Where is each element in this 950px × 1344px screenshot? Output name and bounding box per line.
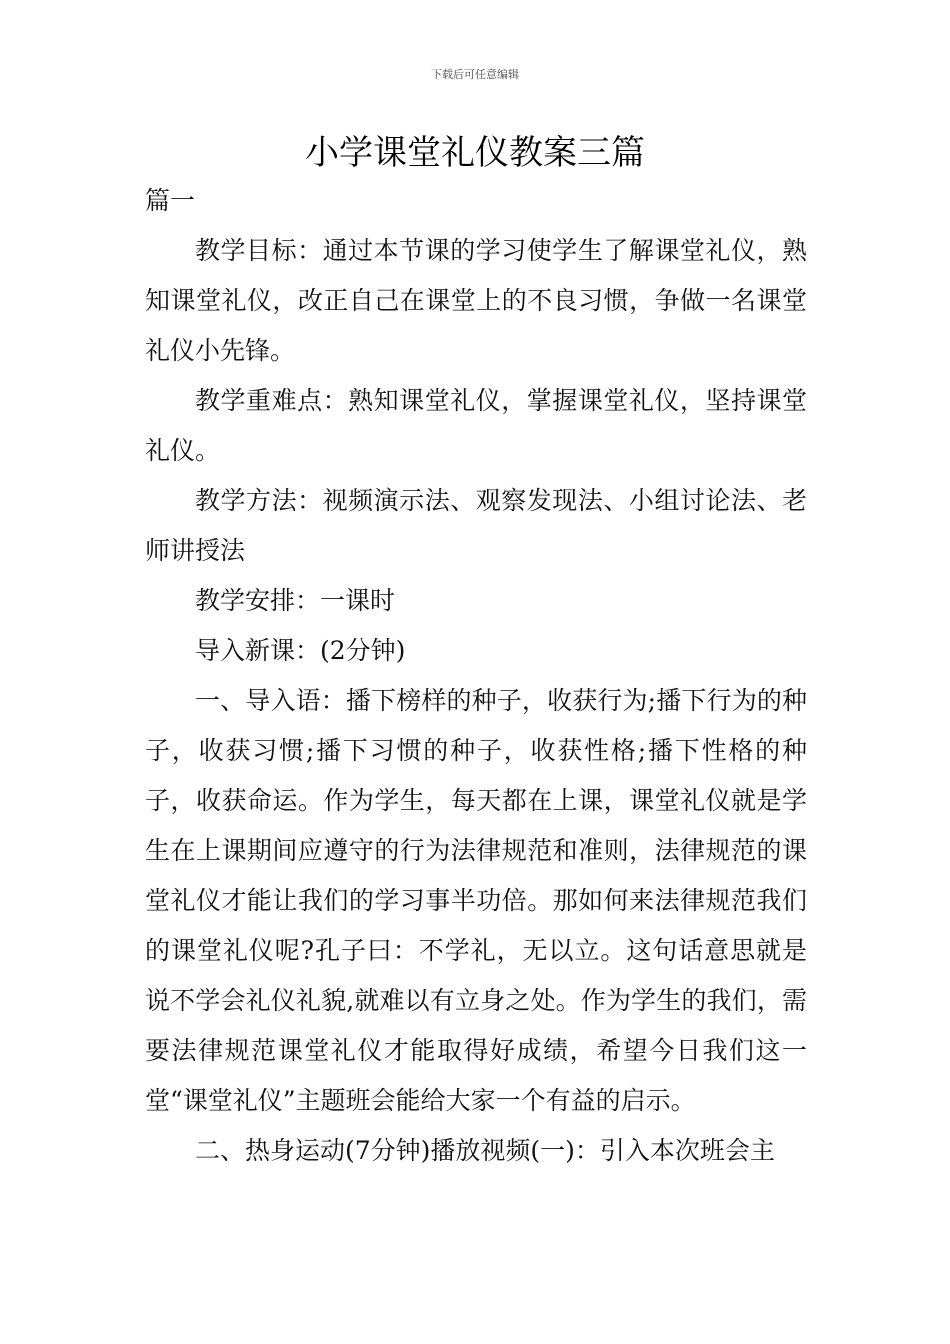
page-header-note: 下载后可任意编辑 — [431, 68, 519, 81]
paragraph-teaching-goal: 教学目标：通过本节课的学习使学生了解课堂礼仪，熟知课堂礼仪，改正自己在课堂上的不良习惯，争做一名课堂礼仪小先锋。 — [145, 236, 807, 365]
paragraph-warm-up: 二、热身运动(7分钟)播放视频(一)：引入本次班会主 — [195, 1136, 775, 1165]
paragraph-key-points: 教学重难点：熟知课堂礼仪，掌握课堂礼仪，坚持课堂礼仪。 — [145, 386, 807, 465]
section-label: 篇一 — [145, 186, 196, 215]
document-body — [145, 176, 807, 1176]
paragraph-intro-speech: 一、导入语：播下榜样的种子，收获行为;播下行为的种子，收获习惯;播下习惯的种子，收获性格;播下性格的种子，收获命运。作为学生，每天都在上课，课堂礼仪就是学生在上课期间应遵守的行为法律规范和准则，法律规范的课堂礼仪才能让我们的学习事半功倍。那如何来法律规范我们的课堂礼仪呢?孔子曰：不学礼，无以立。这句话意思就是说不学会礼仪礼貌,就难以有立身之处。作为学生的我们，需要法律规范课堂礼仪才能取得好成绩，希望今日我们这一堂“课堂礼仪”主题班会能给大家一个有益的启示。 — [145, 686, 807, 1115]
paragraph-intro-new-lesson: 导入新课：(2分钟) — [195, 636, 406, 665]
paragraph-teaching-method: 教学方法：视频演示法、观察发现法、小组讨论法、老师讲授法 — [145, 486, 807, 565]
document-title: 小学课堂礼仪教案三篇 — [305, 133, 645, 173]
paragraph-schedule: 教学安排：一课时 — [195, 586, 396, 615]
